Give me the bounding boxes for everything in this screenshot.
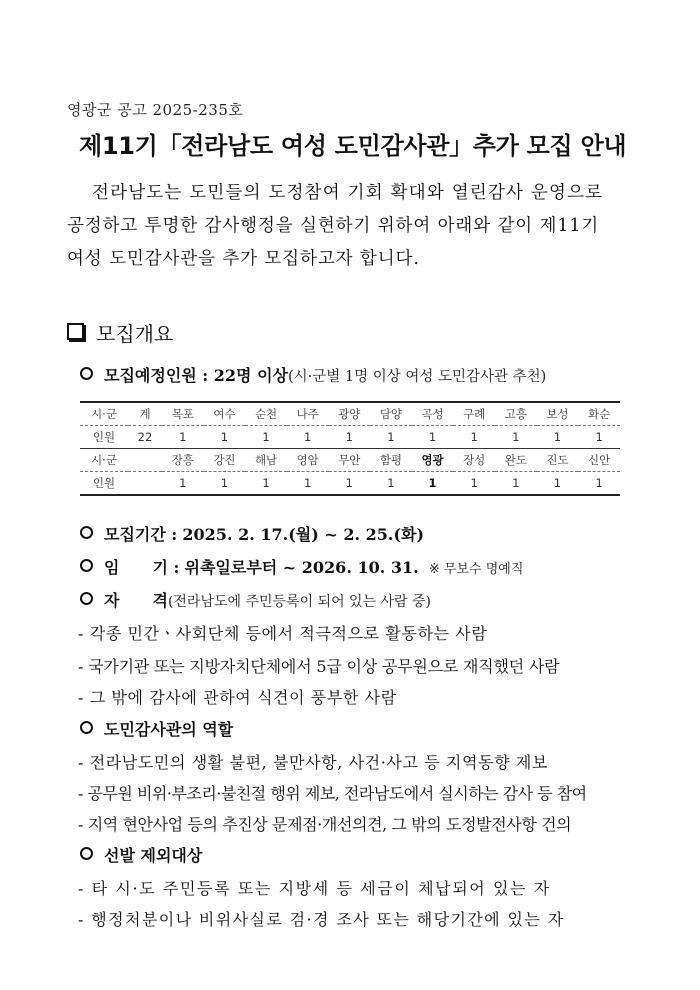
table-cell: 1 (204, 426, 246, 449)
circle-bullet-icon (80, 721, 93, 734)
table-cell: 1 (370, 472, 412, 496)
table-row (80, 402, 620, 426)
notice-number: 영광군 공고 2025-235호 (67, 101, 244, 119)
term-item (80, 555, 523, 578)
table-cell: 1 (453, 472, 495, 496)
table-cell: 계 (128, 402, 162, 426)
table-cell-highlight: 영광 (412, 449, 454, 472)
table-cell: 고흥 (495, 402, 537, 426)
table-row (80, 426, 620, 449)
square-bullet-icon (67, 323, 84, 340)
table-cell: 1 (370, 426, 412, 449)
table-cell: 구례 (453, 402, 495, 426)
circle-bullet-icon (80, 559, 93, 572)
circle-bullet-icon (80, 592, 93, 605)
row-header: 시·군 (80, 449, 128, 472)
table-cell: 1 (162, 472, 204, 496)
period-value: 2025. 2. 17.(월) ~ 2. 25.(화) (182, 525, 425, 544)
exclusion-label: 선발 제외대상 (104, 846, 203, 865)
table-cell: 1 (245, 426, 287, 449)
table-cell: 함평 (370, 449, 412, 472)
section-heading (67, 318, 173, 347)
row-header: 인원 (80, 472, 128, 496)
qualification-line-2: - 국가기관 또는 지방자치단체에서 5급 이상 공무원으로 재직했던 사람 (78, 657, 560, 676)
table-cell: 나주 (287, 402, 329, 426)
table-cell: 순천 (245, 402, 287, 426)
qualification-item (80, 588, 431, 611)
table-cell: 1 (412, 426, 454, 449)
table-cell: 화순 (578, 402, 620, 426)
table-cell: 무안 (329, 449, 371, 472)
table-row (80, 472, 620, 496)
intro-line-1: 전라남도는 도민들의 도정참여 기회 확대와 열린감사 운영으로 (92, 183, 604, 203)
table-cell: 목포 (162, 402, 204, 426)
table-cell: 1 (495, 472, 537, 496)
table-cell: 1 (578, 426, 620, 449)
role-line-1: - 전라남도민의 생활 불편, 불만사항, 사건·사고 등 지역동향 제보 (78, 753, 548, 772)
recruit-count-item (80, 363, 546, 386)
section-title: 모집개요 (96, 322, 174, 346)
period-item (80, 522, 424, 545)
qualification-note: (전라남도에 주민등록이 되어 있는 사람 중) (167, 594, 432, 610)
allocation-table (80, 401, 620, 496)
exclusion-line-1: - 타 시·도 주민등록 또는 지방세 등 세금이 체납되어 있는 자 (78, 879, 551, 898)
term-label-a: 임 (104, 558, 120, 577)
table-cell: 진도 (537, 449, 579, 472)
table-cell: 1 (204, 472, 246, 496)
table-row (80, 449, 620, 472)
circle-bullet-icon (80, 847, 93, 860)
table-cell: 영암 (287, 449, 329, 472)
table-cell: 보성 (537, 402, 579, 426)
row-header: 시·군 (80, 402, 128, 426)
table-cell: 1 (329, 426, 371, 449)
table-cell: 해남 (245, 449, 287, 472)
table-cell: 강진 (204, 449, 246, 472)
table-cell: 곡성 (412, 402, 454, 426)
term-value: 위촉일로부터 ~ 2026. 10. 31. (184, 558, 419, 577)
exclusion-item (80, 843, 202, 866)
intro-line-3: 여성 도민감사관을 추가 모집하고자 합니다. (67, 249, 420, 269)
table-cell: 1 (287, 426, 329, 449)
qualification-label-b: 격 (152, 591, 168, 610)
period-label: 모집기간 : (104, 525, 178, 544)
table-cell: 장성 (453, 449, 495, 472)
table-cell: 1 (578, 472, 620, 496)
role-label: 도민감사관의 역할 (104, 720, 234, 739)
table-cell: 장흥 (162, 449, 204, 472)
table-cell: 1 (287, 472, 329, 496)
table-cell: 1 (162, 426, 204, 449)
table-cell: 여수 (204, 402, 246, 426)
intro-line-2: 공정하고 투명한 감사행정을 실현하기 위하여 아래와 같이 제11기 (67, 216, 600, 236)
table-cell: 1 (537, 426, 579, 449)
intro-paragraph (67, 177, 642, 276)
page-title: 제11기「전라남도 여성 도민감사관」추가 모집 안내 (79, 132, 627, 160)
qualification-line-3: - 그 밖에 감사에 관하여 식견이 풍부한 사람 (78, 688, 397, 707)
term-note: ※ 무보수 명예직 (428, 562, 524, 577)
table-cell: 담양 (370, 402, 412, 426)
table-cell: 광양 (329, 402, 371, 426)
table-cell: 신안 (578, 449, 620, 472)
table-cell: 1 (495, 426, 537, 449)
role-line-2: - 공무원 비위·부조리·불친절 행위 제보, 전라남도에서 실시하는 감사 등 참여 (78, 784, 587, 803)
qualification-label-a: 자 (104, 591, 120, 610)
table-cell: 완도 (495, 449, 537, 472)
table-cell (128, 449, 162, 472)
role-line-3: - 지역 현안사업 등의 추진상 문제점·개선의견, 그 밖의 도정발전사항 건의 (78, 815, 572, 834)
recruit-count-note: (시·군별 1명 이상 여성 도민감사관 추천) (288, 369, 547, 385)
role-item (80, 717, 233, 740)
table-cell-highlight: 1 (412, 472, 454, 496)
exclusion-line-2: - 행정처분이나 비위사실로 검·경 조사 또는 해당기간에 있는 자 (78, 910, 565, 929)
row-header: 인원 (80, 426, 128, 449)
qualification-line-1: - 각종 민간ㆍ사회단체 등에서 적극적으로 활동하는 사람 (78, 624, 488, 643)
term-label-b: 기 : (152, 558, 180, 577)
recruit-count-label: 모집예정인원 : 22명 이상 (104, 366, 288, 385)
table-cell: 1 (453, 426, 495, 449)
circle-bullet-icon (80, 367, 93, 380)
table-cell: 1 (245, 472, 287, 496)
table-cell: 1 (537, 472, 579, 496)
table-cell: 1 (329, 472, 371, 496)
table-cell (128, 472, 162, 496)
table-cell: 22 (128, 426, 162, 449)
circle-bullet-icon (80, 526, 93, 539)
